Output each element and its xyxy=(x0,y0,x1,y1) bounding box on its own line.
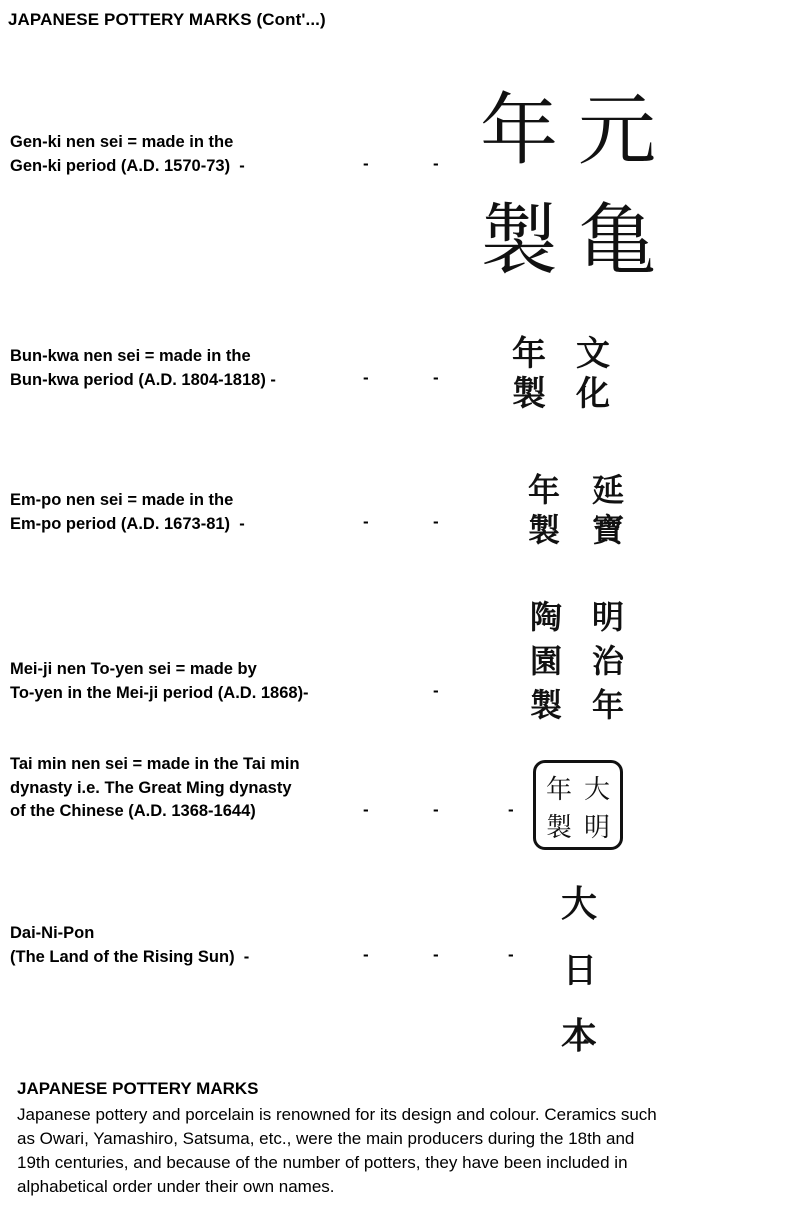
mark-char: 陶 xyxy=(530,598,563,636)
seal-mark xyxy=(533,760,623,850)
leader-dash: - xyxy=(363,154,369,173)
entry-line: To-yen in the Mei-ji period (A.D. 1868)- xyxy=(10,683,309,702)
mark-char: 亀 xyxy=(578,196,657,286)
mark-char: 明 xyxy=(592,598,625,636)
seal-char: 年 xyxy=(545,775,572,805)
mark-char: 元 xyxy=(578,86,657,176)
entry-dainipon-text xyxy=(10,922,249,969)
paragraph-line: as Owari, Yamashiro, Satsuma, etc., were the main producers during the 18th and xyxy=(17,1129,635,1148)
mark-char: 延 xyxy=(592,471,625,509)
mark-char: 年 xyxy=(528,471,561,509)
mark-char: 年 xyxy=(592,686,625,724)
page-title: JAPANESE POTTERY MARKS (Cont'...) xyxy=(8,10,326,29)
paragraph-line: 19th centuries, and because of the number of potters, they have been included in xyxy=(17,1153,628,1172)
entry-line: Dai-Ni-Pon xyxy=(10,924,95,942)
mark-char: 製 xyxy=(530,686,563,724)
leader-dash: - xyxy=(363,512,369,531)
entry-taimin-text xyxy=(10,753,300,824)
entry-line: Bun-kwa nen sei = made in the xyxy=(10,347,251,365)
entry-line: Gen-ki nen sei = made in the xyxy=(10,133,234,151)
entry-genki-text xyxy=(10,131,245,178)
leader-dash: - xyxy=(433,945,439,964)
mark-char: 製 xyxy=(480,196,559,286)
paragraph-line: alphabetical order under their own names. xyxy=(17,1177,335,1196)
entry-line: Em-po period (A.D. 1673-81) - xyxy=(10,514,245,533)
entry-line: Tai min nen sei = made in the Tai min xyxy=(10,755,300,773)
entry-line: Mei-ji nen To-yen sei = made by xyxy=(10,660,257,678)
mark-char: 本 xyxy=(561,1016,598,1057)
leader-dash: - xyxy=(433,368,439,387)
mark-char: 大 xyxy=(561,884,598,925)
mark-char: 文 xyxy=(576,334,610,374)
mark-char: 園 xyxy=(530,642,563,680)
leader-dash: - xyxy=(508,800,514,819)
entry-bunkwa-text xyxy=(10,345,276,392)
mark-char: 日 xyxy=(563,951,597,991)
section-paragraph xyxy=(17,1103,792,1199)
entry-line: of the Chinese (A.D. 1368-1644) xyxy=(10,802,256,820)
paragraph-line: Japanese pottery and porcelain is renowned for its design and colour. Ceramics such xyxy=(17,1105,657,1124)
leader-dash: - xyxy=(363,945,369,964)
entry-line: Em-po nen sei = made in the xyxy=(10,491,234,509)
section-heading: JAPANESE POTTERY MARKS xyxy=(17,1079,259,1098)
entry-line: (The Land of the Rising Sun) - xyxy=(10,947,250,966)
leader-dash: - xyxy=(363,800,369,819)
mark-char: 年 xyxy=(480,86,559,176)
seal-char: 大 xyxy=(583,775,610,805)
leader-dash: - xyxy=(508,945,514,964)
leader-dash: - xyxy=(363,368,369,387)
leader-dash: - xyxy=(433,800,439,819)
entry-empo-text xyxy=(10,489,245,536)
entry-line: Gen-ki period (A.D. 1570-73) - xyxy=(10,156,245,175)
mark-char: 年 xyxy=(512,334,546,374)
mark-char: 治 xyxy=(592,642,625,680)
mark-char: 製 xyxy=(512,374,546,414)
leader-dash: - xyxy=(433,681,439,700)
leader-dash: - xyxy=(433,512,439,531)
mark-char: 化 xyxy=(576,374,610,414)
entry-line: dynasty i.e. The Great Ming dynasty xyxy=(10,778,292,797)
seal-char: 製 xyxy=(545,813,572,843)
seal-char: 明 xyxy=(583,813,610,843)
mark-char: 寶 xyxy=(592,511,625,549)
entry-line: Bun-kwa period (A.D. 1804-1818) - xyxy=(10,370,276,389)
mark-char: 製 xyxy=(528,511,561,549)
entry-meiji-text xyxy=(10,658,309,705)
leader-dash: - xyxy=(433,154,439,173)
